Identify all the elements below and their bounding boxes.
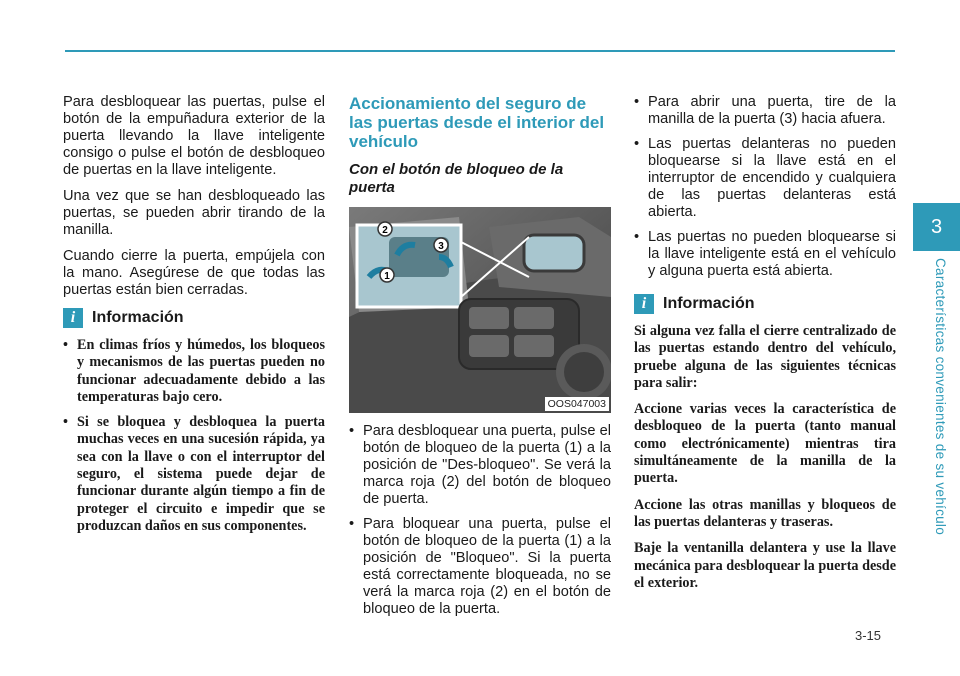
info-title: Información	[663, 295, 755, 312]
top-rule	[65, 50, 895, 52]
image-code: OOS047003	[545, 397, 609, 411]
info-paragraph: Baje la ventanilla delantera y use la llave mecánica para desbloquear la puerta desde el exterior.	[634, 540, 896, 591]
list-item: • En climas fríos y húmedos, los bloqueos y mecanismos de las puertas pueden no funcionar adecuadamente debido a las temperaturas bajo cero.	[63, 337, 325, 406]
paragraph: Para desbloquear las puertas, pulse el botón de la empuñadura exterior de la puerta llevando la llave inteligente consigo o pulse el botón de desbloqueo de puertas en la llave inteligente.	[63, 94, 325, 178]
column-2	[349, 94, 611, 626]
info-paragraph: Accione varias veces la característica de desbloqueo de la puerta (tanto manual como electrónicamente) mientras tira simultáneamente de la manilla de la puerta.	[634, 401, 896, 487]
callout-1-label: 1	[384, 271, 390, 282]
door-panel-illustration	[349, 207, 611, 413]
list-item: • Para desbloquear una puerta, pulse el botón de bloqueo de la puerta (1) a la posición de "Des-bloqueo". Se verá la marca roja (2) del botón de bloqueo de puerta.	[349, 423, 611, 508]
info-icon: i	[634, 294, 654, 314]
callout-3-label: 3	[438, 241, 444, 252]
info-paragraph: Accione las otras manillas y bloqueos de las puertas delanteras y traseras.	[634, 496, 896, 530]
paragraph: Una vez que se han desbloqueado las puertas, se pueden abrir tirando de la manilla.	[63, 188, 325, 238]
info-icon: i	[63, 308, 83, 328]
info-heading	[63, 308, 325, 328]
subsection-title: Con el botón de bloqueo de la puerta	[349, 161, 564, 196]
paragraph: Cuando cierre la puerta, empújela con la mano. Asegúrese de que todas las puertas están bien cerradas.	[63, 248, 325, 298]
list-item: • Si se bloquea y desbloquea la puerta muchas veces en una sucesión rápida, ya sea con la llave o con el interruptor del seguro, el sistema puede dejar de funcionar durante algún tiempo a fin de proteger el circuito e impedir que se produzcan daños en sus componentes.	[63, 414, 325, 535]
list-item: • Las puertas no pueden bloquearse si la llave inteligente está en el vehículo y alguna puerta está abierta.	[634, 229, 896, 280]
section-title: Accionamiento del seguro de las puertas desde el interior del vehículo	[349, 94, 605, 151]
page-number: 3-15	[855, 628, 882, 643]
chapter-tab: 3	[913, 203, 960, 251]
bullet-list	[634, 94, 896, 280]
chapter-title: Características convenientes de su vehículo	[933, 258, 948, 536]
info-list	[63, 337, 325, 535]
door-lock-photo	[349, 207, 611, 413]
list-item: • Para abrir una puerta, tire de la manilla de la puerta (3) hacia afuera.	[634, 94, 896, 128]
column-3	[634, 94, 896, 601]
bullet-list	[349, 423, 611, 618]
info-heading	[634, 294, 896, 314]
info-paragraph: Si alguna vez falla el cierre centralizado de las puertas estando dentro del vehículo, pruebe alguna de las siguientes técnicas para salir:	[634, 323, 896, 391]
list-item: • Para bloquear una puerta, pulse el botón de bloqueo de la puerta (1) a la posición de "Bloqueo". Si la puerta está correctamente bloqueada, no se verá la marca roja (2) en el botón de bloqueo de la puerta.	[349, 516, 611, 618]
callout-2-label: 2	[382, 225, 388, 236]
info-title: Información	[92, 309, 184, 326]
column-1	[63, 94, 325, 543]
list-item: • Las puertas delanteras no pueden bloquearse si la llave está en el interruptor de encendido y cualquiera de las puertas delanteras está abierta.	[634, 136, 896, 221]
